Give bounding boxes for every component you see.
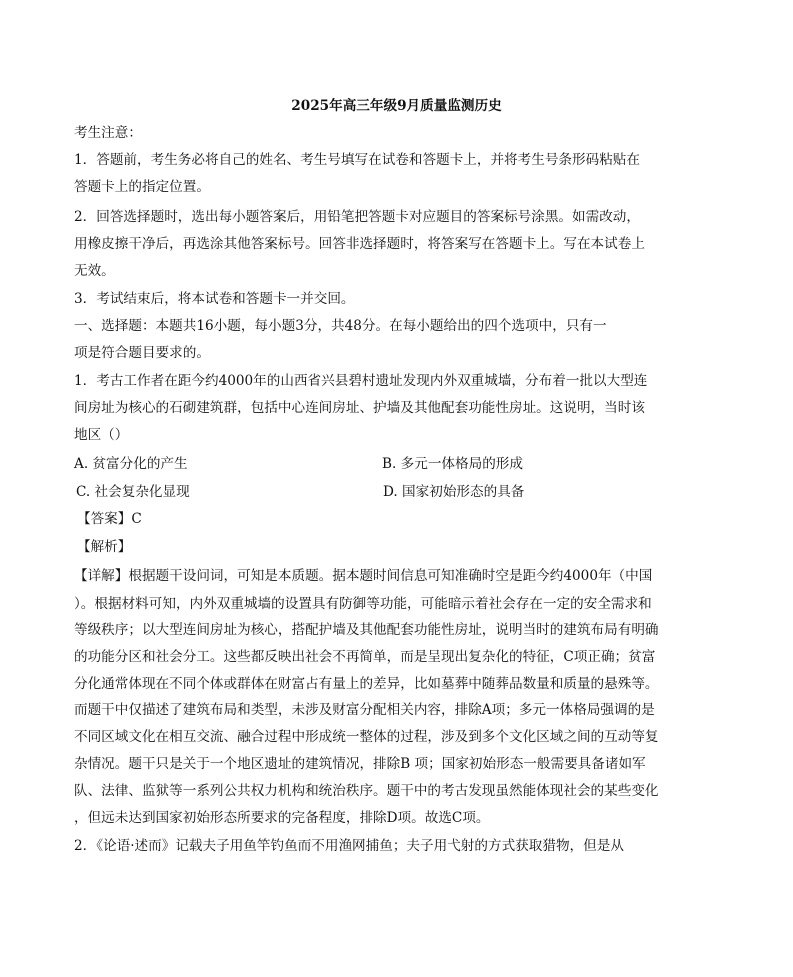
question-1-answer: 【答案】C [77, 511, 142, 527]
question-1-option-b: B. 多元一体格局的形成 [382, 456, 523, 472]
question-1-stem-line-1: 1．考古工作者在距今约4000年的山西省兴县碧村遗址发现内外双重城墙，分布着一批以大型连 [74, 373, 648, 389]
question-1-detail-line-7: 不同区域文化在相互交流、融合过程中形成统一整体的过程，涉及到多个文化区域之间的互动等复 [74, 729, 659, 745]
question-1-stem-line-3: 地区（） [74, 427, 129, 443]
notice-item-2-line-2: 用橡皮擦干净后，再选涂其他答案标号。回答非选择题时，将答案写在答题卡上。写在本试卷上 [74, 236, 645, 252]
question-1-detail-line-5: 分化通常体现在不同个体或群体在财富占有量上的差异，比如墓葬中随葬品数量和质量的悬殊等。 [74, 676, 659, 692]
question-1-detail-line-8: 杂情况。题干只是关于一个地区遗址的建筑情况，排除B 项；国家初始形态一般需要具备诸如军 [74, 756, 646, 772]
question-1-detail-line-1: 【详解】根据题干设问词，可知是本质题。据本题时间信息可知准确时空是距今约4000年（中国 [74, 568, 653, 584]
question-1-detail-line-4: 的功能分区和社会分工。这些都反映出社会不再简单，而是呈现出复杂化的特征，C项正确；贫富 [74, 649, 656, 665]
notice-item-1-line-2: 答题卡上的指定位置。 [74, 179, 210, 195]
question-1-option-c: C. 社会复杂化显现 [76, 484, 190, 500]
notice-heading: 考生注意： [74, 125, 142, 141]
notice-item-1-line-1: 1．答题前，考生务必将自己的姓名、考生号填写在试卷和答题卡上，并将考生号条形码粘贴在 [74, 152, 640, 168]
question-1-detail-line-6: 而题干中仅描述了建筑布局和类型，未涉及财富分配相关内容，排除A项；多元一体格局强调的是 [74, 702, 655, 718]
notice-item-2-line-3: 无效。 [74, 263, 115, 279]
section-instructions-line-1: 一、选择题：本题共16小题，每小题3分，共48分。在每小题给出的四个选项中，只有一 [74, 318, 607, 334]
section-instructions-line-2: 项是符合题目要求的。 [74, 345, 210, 361]
question-1-option-a: A. 贫富分化的产生 [74, 456, 188, 472]
question-1-detail-line-10: ，但远未达到国家初始形态所要求的完备程度，排除D项。故选C项。 [74, 810, 490, 826]
question-1-detail-line-3: 等级秩序；以大型连间房址为核心，搭配护墙及其他配套功能性房址，说明当时的建筑布局有明确 [74, 622, 659, 638]
notice-item-3: 3．考试结束后，将本试卷和答题卡一并交回。 [74, 291, 355, 307]
question-1-detail-line-2: ）。根据材料可知，内外双重城墙的设置具有防御等功能，可能暗示着社会存在一定的安全需求和 [74, 596, 652, 612]
question-2-stem-line-1: 2．《论语·述而》记载夫子用鱼竿钓鱼而不用渔网捕鱼；夫子用弋射的方式获取猎物，但是从 [74, 838, 624, 854]
question-1-detail-line-9: 队、法律、监狱等一系列公共权力机构和统治秩序。题干中的考古发现虽然能体现社会的某些变化 [74, 783, 659, 799]
question-1-analysis-heading: 【解析】 [77, 539, 132, 555]
question-1-stem-line-2: 间房址为核心的石砌建筑群，包括中心连间房址、护墙及其他配套功能性房址。这说明，当时该 [74, 400, 645, 416]
question-1-option-d: D. 国家初始形态的具备 [383, 484, 525, 500]
exam-title: 2025年高三年级9月质量监测历史 [291, 98, 502, 114]
notice-item-2-line-1: 2．回答选择题时，选出每小题答案后，用铅笔把答题卡对应题目的答案标号涂黑。如需改动， [74, 209, 640, 225]
